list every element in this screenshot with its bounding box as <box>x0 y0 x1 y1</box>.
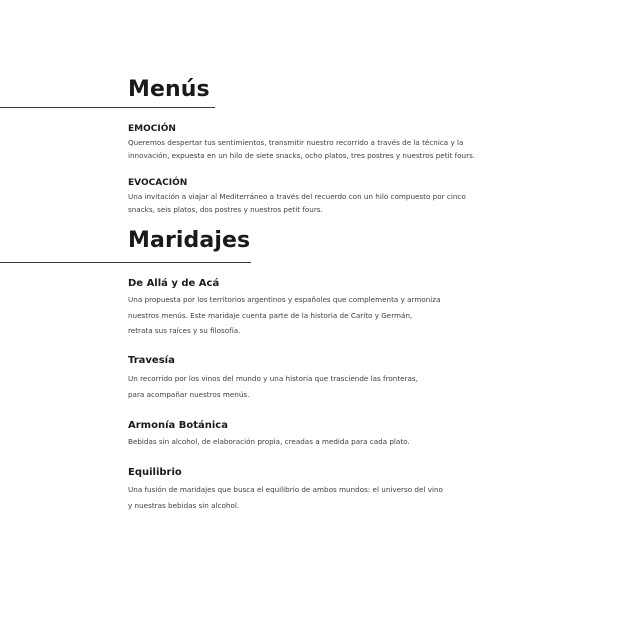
maridaje-description-line: para acompañar nuestros menús. <box>128 389 250 399</box>
menus-title: Menús <box>128 77 210 102</box>
menu-description-evocacion <box>128 190 466 216</box>
maridaje-description-armonia-botanica <box>128 434 410 450</box>
maridaje-description-travesia <box>128 371 418 402</box>
menu-title-evocacion: EVOCACIÓN <box>128 178 188 188</box>
maridajes-title: Maridajes <box>128 228 251 253</box>
maridaje-title-travesia: Travesía <box>128 355 175 366</box>
menu-description-line: snacks, seis platos, dos postres y nuestros petit fours. <box>128 205 323 214</box>
menu-title-emocion: EMOCIÓN <box>128 124 176 134</box>
maridaje-title-equilibrio: Equilibrio <box>128 467 182 478</box>
maridaje-description-line: Un recorrido por los vinos del mundo y una historia que trasciende las fronteras, <box>128 374 418 383</box>
menu-description-line: Una invitación a viajar al Mediterráneo a través del recuerdo con un hilo compuesto por cinco <box>128 192 466 201</box>
menu-description-line: Queremos despertar tus sentimientos, transmitir nuestro recorrido a través de la técnica y la <box>128 138 464 147</box>
menus-divider <box>0 107 215 108</box>
maridaje-description-line: retrata sus raíces y su filosofía. <box>128 326 241 335</box>
maridaje-title-de-alla-y-de-aca: De Allá y de Acá <box>128 278 220 289</box>
menu-description-line: innovación, expuesta en un hilo de siete snacks, ocho platos, tres postres y nuestros petit fours. <box>128 151 476 160</box>
menu-description-emocion <box>128 136 475 162</box>
maridaje-title-armonia-botanica: Armonía Botánica <box>128 420 228 431</box>
maridaje-description-line: Una fusión de maridajes que busca el equilibrio de ambos mundos: el universo del vino <box>128 485 443 494</box>
maridaje-description-line: nuestros menús. Este maridaje cuenta parte de la historia de Carito y Germán, <box>128 310 413 320</box>
maridaje-description-equilibrio <box>128 482 443 513</box>
maridaje-description-line: y nuestras bebidas sin alcohol. <box>128 500 240 510</box>
maridaje-description-line: Bebidas sin alcohol, de elaboración propia, creadas a medida para cada plato. <box>128 437 410 446</box>
maridajes-divider <box>0 262 251 263</box>
maridaje-description-line: Una propuesta por los territorios argentinos y españoles que complementa y armoniza <box>128 295 441 304</box>
maridaje-description-de-alla-y-de-aca <box>128 292 440 339</box>
